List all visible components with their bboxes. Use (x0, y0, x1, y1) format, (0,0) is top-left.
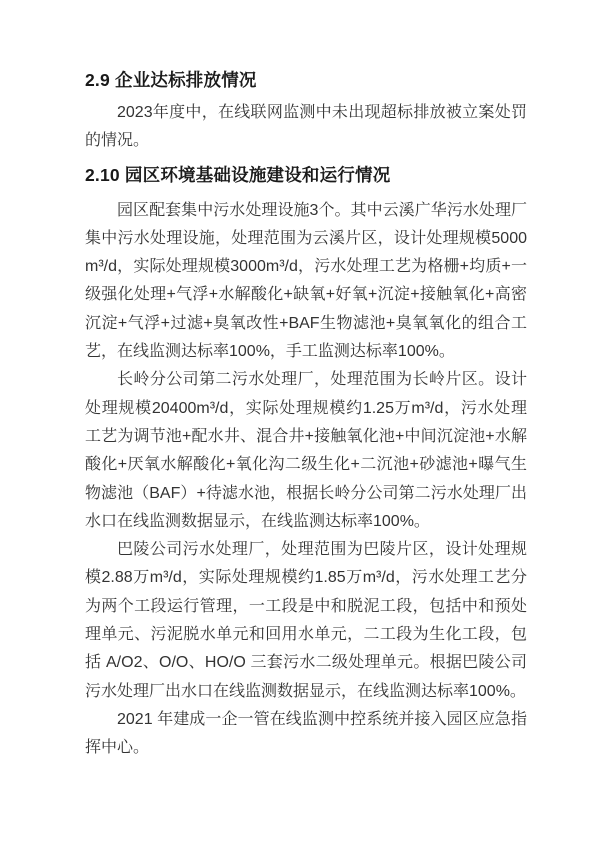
section-heading-2-10: 2.10 园区环境基础设施建设和运行情况 (85, 164, 391, 185)
paragraph-changling-second-plant: 长岭分公司第二污水处理厂，处理范围为长岭片区。设计处理规模20400m³/d，实际处理规模约1.25万m³/d，污水处理工艺为调节池+配水井、混合井+接触氧化池+中间沉淀池+水解酸化+厌氧水解酸化+氧化沟二级生化+二沉池+砂滤池+曝气生物滤池（BAF）+待滤水池，根据长岭分公司第二污水处理厂出水口在线监测数据显示，在线监测达标率100%。 (85, 371, 527, 530)
paragraph-monitoring-control-system: 2021 年建成一企一管在线监测中控系统并接入园区应急指挥中心。 (85, 710, 527, 757)
paragraph-compliance-status: 2023年度中，在线联网监测中未出现超标排放被立案处罚的情况。 (85, 104, 527, 150)
paragraph-baling-plant: 巴陵公司污水处理厂，处理范围为巴陵片区，设计处理规模2.88万m³/d，实际处理规模约1.85万m³/d，污水处理工艺分为两个工段运行管理，一工段是中和脱泥工段，包括中和预处理单元、污泥脱水单元和回用水单元，二工段为生化工段，包括 A/O2、O/O、HO/O 三套污水二级处理单元。根据巴陵公司污水处理厂出水口在线监测数据显示，在线监测达标率100%。 (85, 541, 527, 700)
paragraph-yunxi-guanghua-plant: 园区配套集中污水处理设施3个。其中云溪广华污水处理厂集中污水处理设施，处理范围为云溪片区，设计处理规模5000m³/d，实际处理规模3000m³/d，污水处理工艺为格栅+均质+一级强化处理+气浮+水解酸化+缺氧+好氧+沉淀+接触氧化+高密沉淀+气浮+过滤+臭氧改性+BAF生物滤池+臭氧氧化的组合工艺，在线监测达标率100%，手工监测达标率100%。 (85, 201, 527, 361)
section-heading-2-9: 2.9 企业达标排放情况 (85, 70, 257, 90)
